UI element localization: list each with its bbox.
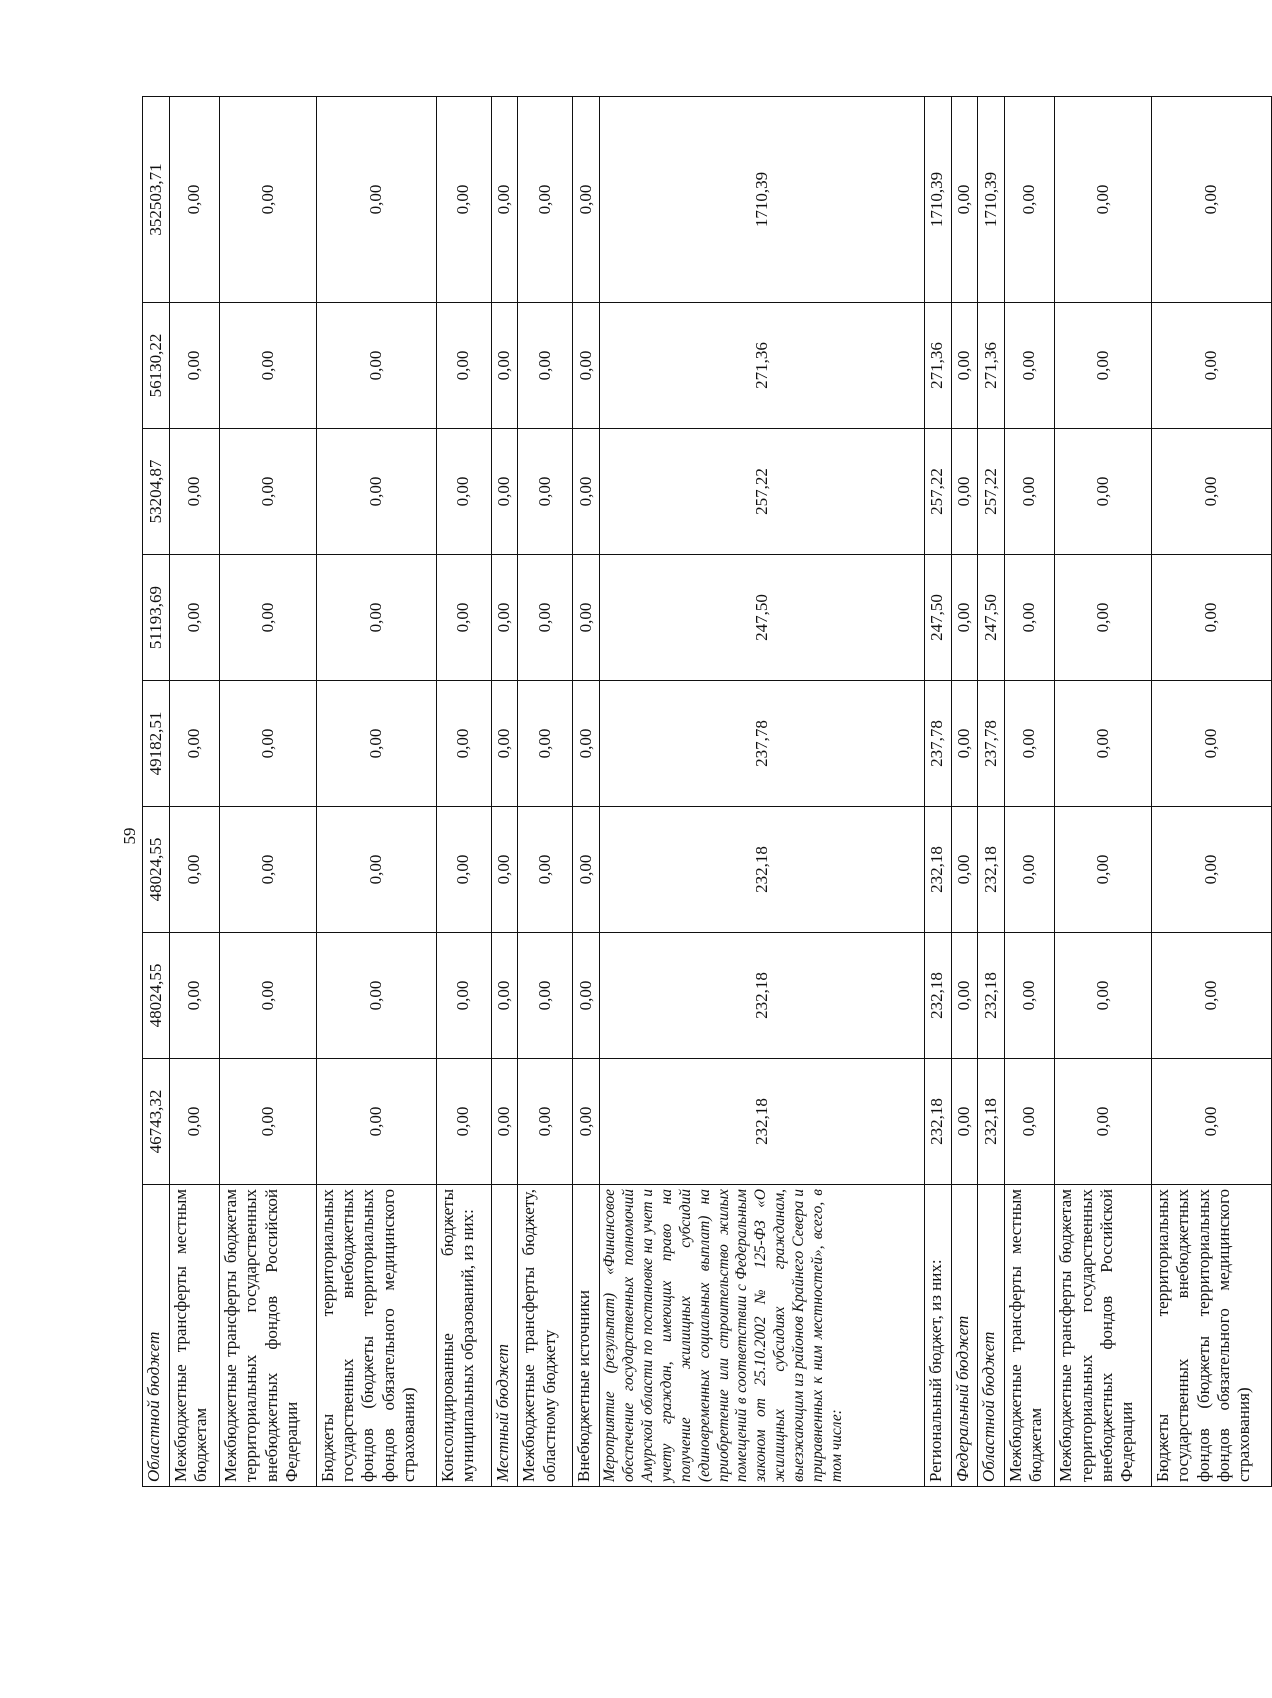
value-cell: 0,00 <box>573 555 600 681</box>
row-label: Бюджеты территориальных государственных внебюджетных фондов (бюджеты территориальных фондов обязательного медицинского страхования) <box>1151 1185 1271 1487</box>
value-cell: 232,18 <box>924 1059 951 1185</box>
value-cell: 51193,69 <box>143 555 170 681</box>
value-cell: 237,78 <box>599 681 924 807</box>
value-cell: 271,36 <box>978 303 1005 429</box>
value-cell: 0,00 <box>491 807 518 933</box>
value-cell: 0,00 <box>219 933 316 1059</box>
value-cell: 0,00 <box>573 303 600 429</box>
row-label: Бюджеты территориальных государственных внебюджетных фондов (бюджеты территориальных фондов обязательного медицинского страхования) <box>316 1185 436 1487</box>
value-cell: 0,00 <box>573 97 600 303</box>
value-cell: 0,00 <box>1151 933 1271 1059</box>
value-cell: 0,00 <box>1055 303 1152 429</box>
value-cell: 0,00 <box>219 1059 316 1185</box>
value-cell: 271,36 <box>599 303 924 429</box>
value-cell: 0,00 <box>169 97 219 303</box>
value-cell: 232,18 <box>978 807 1005 933</box>
value-cell: 0,00 <box>1005 97 1055 303</box>
row-label: Межбюджетные трансферты местным бюджетам <box>1005 1185 1055 1487</box>
value-cell: 247,50 <box>978 555 1005 681</box>
value-cell: 46743,32 <box>143 1059 170 1185</box>
value-cell: 0,00 <box>951 303 978 429</box>
value-cell: 0,00 <box>518 303 573 429</box>
rotated-table-wrapper <box>142 97 1272 1487</box>
table-row <box>573 97 600 1487</box>
value-cell: 0,00 <box>1005 555 1055 681</box>
value-cell: 0,00 <box>169 933 219 1059</box>
value-cell: 232,18 <box>599 933 924 1059</box>
row-label: Областной бюджет <box>978 1185 1005 1487</box>
table-row <box>169 97 219 1487</box>
value-cell: 0,00 <box>316 303 436 429</box>
value-cell: 0,00 <box>169 303 219 429</box>
value-cell: 0,00 <box>436 681 491 807</box>
value-cell: 257,22 <box>978 429 1005 555</box>
row-label: Федеральный бюджет <box>951 1185 978 1487</box>
value-cell: 0,00 <box>1005 1059 1055 1185</box>
table-row <box>1005 97 1055 1487</box>
value-cell: 0,00 <box>219 429 316 555</box>
row-label: Межбюджетные трансферты бюджетам территориальных государственных внебюджетных фондов Российской Федерации <box>219 1185 316 1487</box>
value-cell: 0,00 <box>219 555 316 681</box>
table-row <box>978 97 1005 1487</box>
value-cell: 0,00 <box>573 1059 600 1185</box>
value-cell: 0,00 <box>219 97 316 303</box>
value-cell: 247,50 <box>599 555 924 681</box>
value-cell: 0,00 <box>436 303 491 429</box>
value-cell: 0,00 <box>573 429 600 555</box>
table-row <box>436 97 491 1487</box>
row-label: Областной бюджет <box>143 1185 170 1487</box>
value-cell: 0,00 <box>491 97 518 303</box>
value-cell: 0,00 <box>573 933 600 1059</box>
value-cell: 0,00 <box>316 429 436 555</box>
value-cell: 0,00 <box>491 303 518 429</box>
value-cell: 0,00 <box>169 681 219 807</box>
value-cell: 56130,22 <box>143 303 170 429</box>
value-cell: 0,00 <box>518 933 573 1059</box>
value-cell: 0,00 <box>518 97 573 303</box>
table-row <box>1055 97 1152 1487</box>
value-cell: 0,00 <box>1151 429 1271 555</box>
value-cell: 0,00 <box>1151 681 1271 807</box>
value-cell: 232,18 <box>924 807 951 933</box>
value-cell: 53204,87 <box>143 429 170 555</box>
value-cell: 0,00 <box>436 933 491 1059</box>
value-cell: 0,00 <box>951 933 978 1059</box>
value-cell: 0,00 <box>436 429 491 555</box>
value-cell: 0,00 <box>518 1059 573 1185</box>
value-cell: 271,36 <box>924 303 951 429</box>
value-cell: 0,00 <box>1055 97 1152 303</box>
value-cell: 0,00 <box>1005 429 1055 555</box>
row-label: Региональный бюджет, из них: <box>924 1185 951 1487</box>
value-cell: 48024,55 <box>143 933 170 1059</box>
value-cell: 352503,71 <box>143 97 170 303</box>
value-cell: 0,00 <box>951 1059 978 1185</box>
value-cell: 232,18 <box>924 933 951 1059</box>
value-cell: 0,00 <box>518 555 573 681</box>
table-row <box>951 97 978 1487</box>
value-cell: 0,00 <box>1151 1059 1271 1185</box>
row-label: Межбюджетные трансферты местным бюджетам <box>169 1185 219 1487</box>
value-cell: 48024,55 <box>143 807 170 933</box>
value-cell: 0,00 <box>1055 1059 1152 1185</box>
value-cell: 1710,39 <box>924 97 951 303</box>
value-cell: 0,00 <box>316 681 436 807</box>
value-cell: 0,00 <box>1005 303 1055 429</box>
value-cell: 1710,39 <box>599 97 924 303</box>
value-cell: 0,00 <box>573 807 600 933</box>
table-row <box>491 97 518 1487</box>
budget-table <box>142 96 1272 1487</box>
value-cell: 0,00 <box>1055 681 1152 807</box>
value-cell: 49182,51 <box>143 681 170 807</box>
value-cell: 232,18 <box>978 933 1005 1059</box>
table-row <box>518 97 573 1487</box>
budget-table-body <box>143 97 1272 1487</box>
value-cell: 0,00 <box>1005 807 1055 933</box>
value-cell: 0,00 <box>491 429 518 555</box>
value-cell: 232,18 <box>599 1059 924 1185</box>
value-cell: 0,00 <box>951 97 978 303</box>
value-cell: 0,00 <box>1055 807 1152 933</box>
value-cell: 0,00 <box>316 933 436 1059</box>
value-cell: 0,00 <box>436 555 491 681</box>
value-cell: 0,00 <box>436 97 491 303</box>
row-label: Консолидированные бюджеты муниципальных образований, из них: <box>436 1185 491 1487</box>
value-cell: 0,00 <box>169 429 219 555</box>
page-number: 59 <box>120 827 139 845</box>
row-label: Мероприятие (результат) «Финансовое обеспечение государственных полномочий Амурской области по постановке на учет и учету граждан, имеющих право на получение жилищных субсидий (единовременных социальных выплат) на приобретение или строительство жилых помещений в соответствии с Федеральным законом от 25.10.2002 № 125-ФЗ «О жилищных субсидиях гражданам, выезжающим из районов Крайнего Севера и приравненных к ним местностей», всего, в том числе: <box>599 1185 924 1487</box>
value-cell: 257,22 <box>924 429 951 555</box>
value-cell: 0,00 <box>491 555 518 681</box>
value-cell: 0,00 <box>491 933 518 1059</box>
value-cell: 0,00 <box>1055 555 1152 681</box>
value-cell: 257,22 <box>599 429 924 555</box>
value-cell: 0,00 <box>316 1059 436 1185</box>
value-cell: 0,00 <box>316 807 436 933</box>
value-cell: 232,18 <box>599 807 924 933</box>
table-row <box>1151 97 1271 1487</box>
value-cell: 0,00 <box>436 1059 491 1185</box>
value-cell: 0,00 <box>316 555 436 681</box>
value-cell: 0,00 <box>219 681 316 807</box>
value-cell: 232,18 <box>978 1059 1005 1185</box>
table-row <box>599 97 924 1487</box>
value-cell: 237,78 <box>924 681 951 807</box>
value-cell: 0,00 <box>491 1059 518 1185</box>
value-cell: 0,00 <box>436 807 491 933</box>
value-cell: 0,00 <box>951 681 978 807</box>
value-cell: 0,00 <box>1055 429 1152 555</box>
value-cell: 0,00 <box>316 97 436 303</box>
value-cell: 0,00 <box>1055 933 1152 1059</box>
value-cell: 0,00 <box>518 807 573 933</box>
value-cell: 0,00 <box>219 303 316 429</box>
table-row <box>143 97 170 1487</box>
value-cell: 0,00 <box>1151 303 1271 429</box>
row-label: Межбюджетные трансферты бюджетам территориальных государственных внебюджетных фондов Российской Федерации <box>1055 1185 1152 1487</box>
value-cell: 0,00 <box>1005 933 1055 1059</box>
value-cell: 0,00 <box>1151 555 1271 681</box>
row-label: Межбюджетные трансферты бюджету, областному бюджету <box>518 1185 573 1487</box>
value-cell: 0,00 <box>518 429 573 555</box>
value-cell: 237,78 <box>978 681 1005 807</box>
value-cell: 0,00 <box>169 1059 219 1185</box>
value-cell: 0,00 <box>951 429 978 555</box>
table-row <box>924 97 951 1487</box>
table-row <box>316 97 436 1487</box>
value-cell: 0,00 <box>491 681 518 807</box>
value-cell: 0,00 <box>951 807 978 933</box>
value-cell: 0,00 <box>169 555 219 681</box>
value-cell: 0,00 <box>169 807 219 933</box>
value-cell: 0,00 <box>1151 807 1271 933</box>
value-cell: 0,00 <box>1151 97 1271 303</box>
value-cell: 247,50 <box>924 555 951 681</box>
table-row <box>219 97 316 1487</box>
value-cell: 1710,39 <box>978 97 1005 303</box>
value-cell: 0,00 <box>951 555 978 681</box>
value-cell: 0,00 <box>518 681 573 807</box>
row-label: Местный бюджет <box>491 1185 518 1487</box>
value-cell: 0,00 <box>1005 681 1055 807</box>
value-cell: 0,00 <box>219 807 316 933</box>
value-cell: 0,00 <box>573 681 600 807</box>
row-label: Внебюджетные источники <box>573 1185 600 1487</box>
